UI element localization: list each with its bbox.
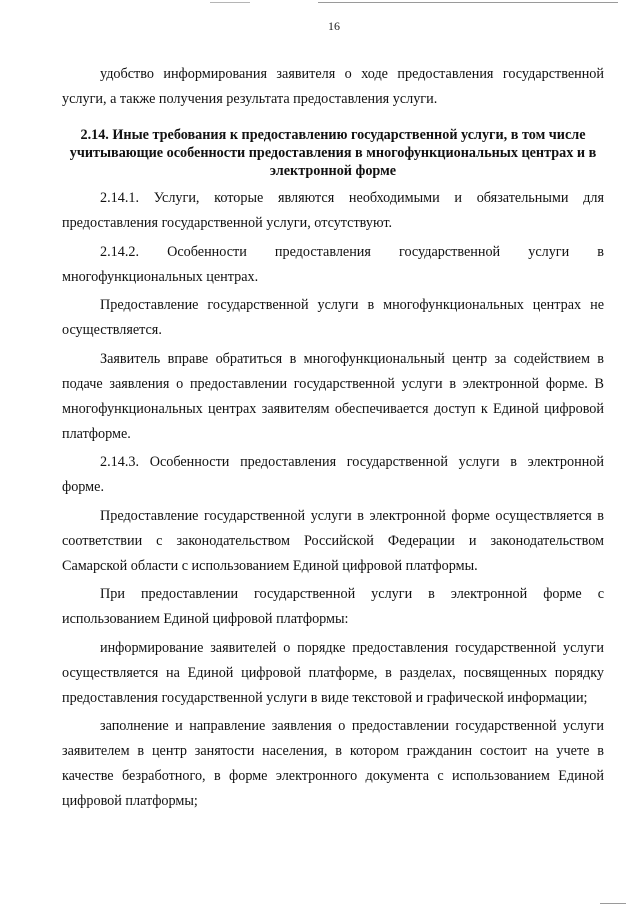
scan-edge-line (318, 2, 618, 3)
paragraph: Заявитель вправе обратиться в многофункциональный центр за содействием в подаче заявления о предоставлении государственной услуги в электронной форме. В многофункциональных центрах заявителям обеспечивается доступ к Единой цифровой платформе. (62, 350, 604, 442)
page-number: 16 (328, 19, 340, 33)
paragraph: При предоставлении государственной услуги в электронной форме с использованием Единой цифровой платформы: (62, 586, 604, 627)
scan-edge-line (210, 2, 250, 3)
paragraph: 2.14.3. Особенности предоставления государственной услуги в электронной форме. (62, 454, 604, 495)
paragraph: информирование заявителей о порядке предоставления государственной услуги осуществляется на Единой цифровой платформе, в разделах, посвященных порядку предоставления государственной услуги в виде текстовой и графической информации; (62, 639, 604, 706)
paragraph: Предоставление государственной услуги в многофункциональных центрах не осуществляется. (62, 297, 604, 338)
section-heading: 2.14. Иные требования к предоставлению государственной услуги, в том числе учитывающие особенности предоставления в многофункциональных центрах и в электронной форме (69, 127, 597, 179)
paragraph: 2.14.1. Услуги, которые являются необходимыми и обязательными для предоставления государственной услуги, отсутствуют. (62, 190, 604, 231)
paragraph: Предоставление государственной услуги в электронной форме осуществляется в соответствии с законодательством Российской Федерации и законодательством Самарской области с использованием Единой цифровой платформы. (62, 507, 604, 574)
document-body (62, 62, 604, 818)
scan-edge-line (600, 903, 626, 904)
paragraph: удобство информирования заявителя о ходе предоставления государственной услуги, а также получения результата предоставления услуги. (62, 66, 604, 107)
paragraph: заполнение и направление заявления о предоставлении государственной услуги заявителем в центр занятости населения, в котором гражданин состоит на учете в качестве безработного, в форме электронного документа с использованием Единой цифровой платформы; (62, 718, 604, 809)
paragraph: 2.14.2. Особенности предоставления государственной услуги в многофункциональных центрах. (62, 243, 604, 285)
